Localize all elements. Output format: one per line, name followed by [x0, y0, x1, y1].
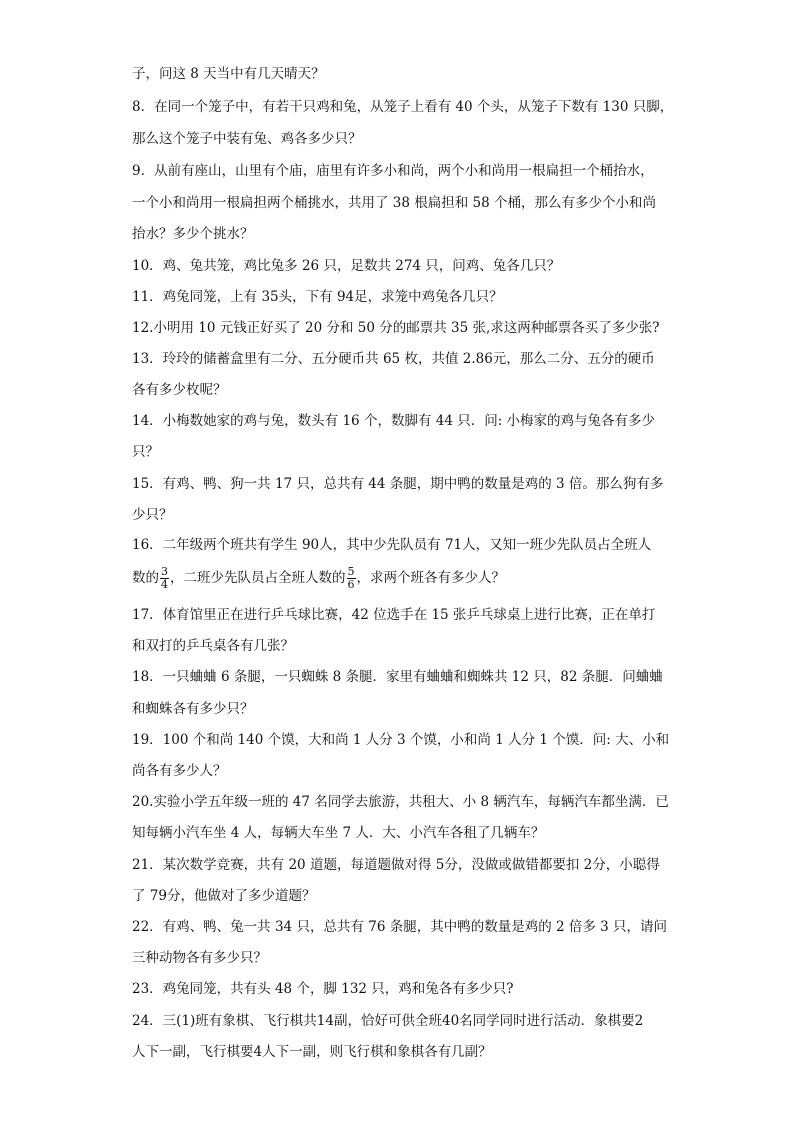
text-line: 9．从前有座山，山里有个庙，庙里有许多小和尚，两个小和尚用一根扁担一个桶抬水，: [132, 163, 654, 179]
q16-text-part2: ，二班少先队员占全班人数的: [170, 570, 346, 586]
text-line: 18．一只蛐蛐 6 条腿，一只蜘蛛 8 条腿．家里有蛐蛐和蜘蛛共 12 只，82 条腿．问蛐蛐: [132, 669, 663, 685]
text-line: 一个小和尚用一根扁担两个桶挑水，共用了 38 根扁担和 58 个桶，那么有多少个小和尚: [132, 195, 657, 211]
text-line: 20.实验小学五年级一班的 47 名同学去旅游，共租大、小 8 辆汽车，每辆汽车都坐满．已: [132, 794, 669, 810]
text-line: 知每辆小汽车坐 4 人，每辆大车坐 7 人．大、小汽车各租了几辆车？: [132, 825, 545, 841]
text-line: 22．有鸡、鸭、兔一共 34 只，总共有 76 条腿，其中鸭的数量是鸡的 2 倍多 3 只，请问: [132, 919, 668, 935]
text-line: 12.小明用 10 元钱正好买了 20 分和 50 分的邮票共 35 张,求这两种邮票各买了多少张?: [132, 320, 660, 336]
q16-text-part3: ，求两个班各有多少人？: [356, 570, 505, 586]
text-line: 抬水？多少个挑水？: [132, 226, 254, 242]
text-line: 8．在同一个笼子中，有若干只鸡和兔，从笼子上看有 40 个头，从笼子下数有 130 只脚，: [132, 99, 674, 115]
text-line: 19．100 个和尚 140 个馍，大和尚 1 人分 3 个馍，小和尚 1 人分 1 个馍．问: 大、小和: [132, 732, 670, 748]
text-line: 13．玲玲的储蓄盒里有二分、五分硬币共 65 枚，共值 2.86元，那么二分、五分的硬币: [132, 351, 655, 367]
fraction-numerator: 5: [347, 565, 355, 578]
fraction-numerator: 3: [161, 565, 168, 578]
text-line: 各有多少枚呢？: [132, 382, 227, 398]
text-line: 子，问这 8 天当中有几天晴天？: [132, 66, 325, 82]
text-line-with-fractions: [132, 566, 505, 591]
fraction-denominator: 6: [347, 578, 355, 591]
text-line: 17．体育馆里正在进行乒乓球比赛，42 位选手在 15 张乒乓球桌上进行比赛，正在单打: [132, 607, 656, 623]
fraction-five-sixths: [347, 566, 356, 591]
text-line: 尚各有多少人？: [132, 763, 227, 779]
text-line: 23．鸡兔同笼，共有头 48 个，脚 132 只，鸡和兔各有多少只?: [132, 981, 514, 997]
text-line: 16．二年级两个班共有学生 90人，其中少先队员有 71人，又知一班少先队员占全班人: [132, 537, 652, 553]
text-line: 三种动物各有多少只？: [132, 950, 267, 966]
text-line: 15．有鸡、鸭、狗一共 17 只，总共有 44 条腿，期中鸭的数量是鸡的 3 倍。那么狗有多: [132, 476, 664, 492]
text-line: 11．鸡兔同笼，上有 35头，下有 94足，求笼中鸡兔各几只？: [132, 289, 503, 305]
text-line: 和蜘蛛各有多少只？: [132, 701, 254, 717]
text-line: 和双打的乒乓桌各有几张？: [132, 638, 294, 654]
text-line: 14．小梅数她家的鸡与兔，数头有 16 个，数脚有 44 只．问: 小梅家的鸡与兔各有多少: [132, 413, 656, 429]
text-line: 21．某次数学竞赛，共有 20 道题，每道题做对得 5分，没做或做错都要扣 2分，小聪得: [132, 857, 660, 873]
fraction-denominator: 4: [161, 578, 168, 591]
q16-text-part1: 数的: [132, 570, 159, 586]
text-line: 10．鸡、兔共笼，鸡比兔多 26 只，足数共 274 只，问鸡、兔各几只？: [132, 258, 561, 274]
text-line: 24．三(1)班有象棋、飞行棋共14副，恰好可供全班40名同学同时进行活动．象棋要2: [132, 1013, 644, 1029]
fraction-three-quarters: [160, 566, 169, 591]
text-line: 只？: [132, 444, 159, 460]
text-line: 少只？: [132, 507, 173, 523]
text-line: 那么这个笼子中装有兔、鸡各多少只？: [132, 131, 362, 147]
text-line: 了 79分，他做对了多少道题？: [132, 888, 316, 904]
text-line: 人下一副，飞行棋要4人下一副，则飞行棋和象棋各有几副？: [132, 1044, 492, 1060]
